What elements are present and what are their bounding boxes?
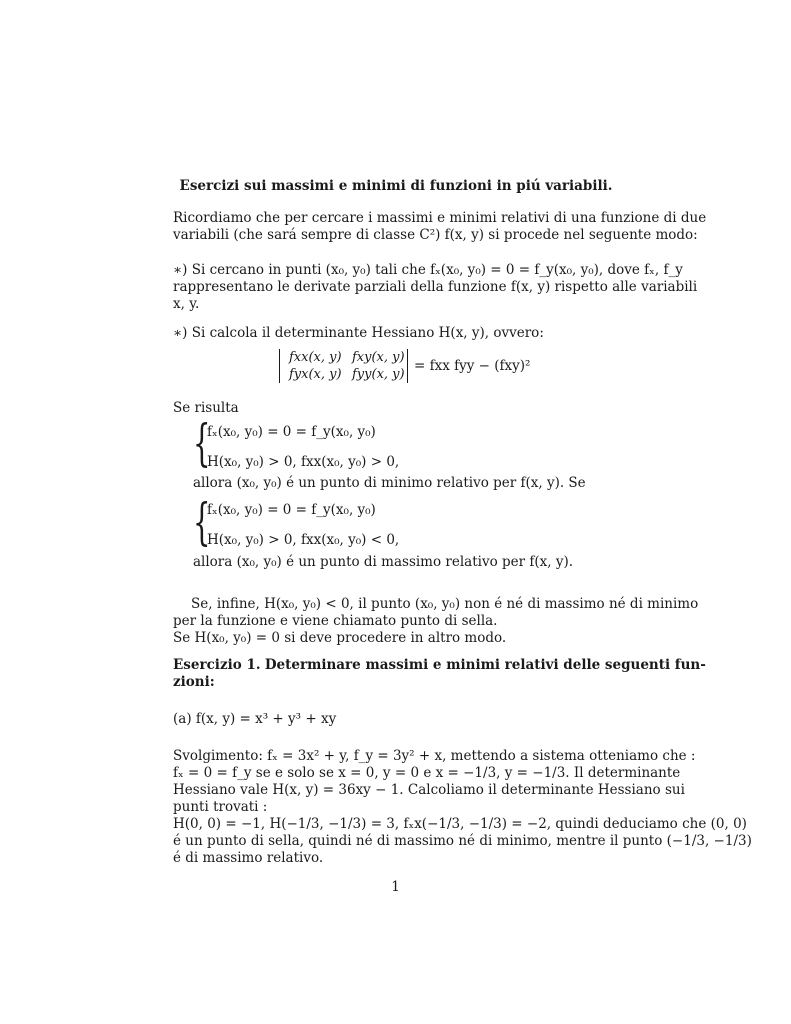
hessian-cell: fyx(x, y)	[289, 367, 342, 382]
exercise-heading	[173, 657, 706, 691]
hessian-cell: fxy(x, y)	[352, 350, 405, 365]
exercise-text: Determinare massimi e minimi relativi delle seguenti fun-	[264, 657, 706, 673]
step-one-line: ∗) Si cercano in punti (x₀, y₀) tali che fₓ(x₀, y₀) = 0 = f_y(x₀, y₀), dove fₓ, f_y	[173, 262, 683, 278]
min-condition-line: H(x₀, y₀) > 0, fxx(x₀, y₀) > 0,	[207, 454, 400, 470]
step-one-line: x, y.	[173, 296, 200, 312]
max-condition-line: H(x₀, y₀) > 0, fxx(x₀, y₀) < 0,	[207, 532, 400, 548]
left-brace: {	[193, 493, 211, 551]
part-a: (a) f(x, y) = x³ + y³ + xy	[173, 711, 337, 727]
saddle-line: per la funzione e viene chiamato punto di sella.	[173, 613, 498, 629]
solution-line: Hessiano vale H(x, y) = 36xy − 1. Calcoliamo il determinante Hessiano sui	[173, 782, 685, 798]
step-one-paragraph	[173, 262, 698, 313]
solution-line: H(0, 0) = −1, H(−1/3, −1/3) = 3, fₓx(−1/3, −1/3) = −2, quindi deduciamo che (0, 0)	[173, 816, 747, 832]
solution-line: fₓ = 0 = f_y se e solo se x = 0, y = 0 e x = −1/3, y = −1/3. Il determinante	[173, 765, 681, 781]
solution-paragraph	[173, 748, 752, 867]
min-condition-line: fₓ(x₀, y₀) = 0 = f_y(x₀, y₀)	[207, 424, 376, 440]
saddle-line: Se, infine, H(x₀, y₀) < 0, il punto (x₀, y₀) non é né di massimo né di minimo	[191, 596, 699, 612]
left-brace: {	[193, 414, 211, 472]
solution-line: é un punto di sella, quindi né di massimo né di minimo, mentre il punto (−1/3, −1/3)	[173, 833, 752, 849]
step-two-paragraph: ∗) Si calcola il determinante Hessiano H(x, y), ovvero:	[173, 325, 544, 341]
min-conclusion: allora (x₀, y₀) é un punto di minimo relativo per f(x, y). Se	[193, 475, 586, 491]
intro-line: Ricordiamo che per cercare i massimi e minimi relativi di una funzione di due	[173, 210, 707, 226]
hessian-cell: fxx(x, y)	[289, 350, 342, 365]
page-title: Esercizi sui massimi e minimi di funzioni in piú variabili.	[179, 178, 613, 194]
hessian-result: = fxx fyy − (fxy)²	[414, 358, 531, 374]
se-risulta-text: Se risulta	[173, 400, 239, 416]
max-condition-line: fₓ(x₀, y₀) = 0 = f_y(x₀, y₀)	[207, 502, 376, 518]
saddle-paragraph	[173, 596, 699, 647]
saddle-line: Se H(x₀, y₀) = 0 si deve procedere in altro modo.	[173, 630, 507, 646]
step-one-line: rappresentano le derivate parziali della funzione f(x, y) rispetto alle variabili	[173, 279, 698, 295]
exercise-label: Esercizio 1.	[173, 657, 261, 673]
hessian-cell: fyy(x, y)	[352, 367, 405, 382]
hessian-determinant	[279, 349, 408, 383]
intro-paragraph	[173, 210, 707, 244]
exercise-text: zioni:	[173, 674, 215, 690]
page-number: 1	[391, 879, 400, 895]
max-conclusion: allora (x₀, y₀) é un punto di massimo relativo per f(x, y).	[193, 554, 574, 570]
intro-line: variabili (che sará sempre di classe C²) f(x, y) si procede nel seguente modo:	[173, 227, 698, 243]
solution-line: Svolgimento: fₓ = 3x² + y, f_y = 3y² + x, mettendo a sistema otteniamo che :	[173, 748, 696, 764]
solution-line: é di massimo relativo.	[173, 850, 324, 866]
solution-line: punti trovati :	[173, 799, 268, 815]
